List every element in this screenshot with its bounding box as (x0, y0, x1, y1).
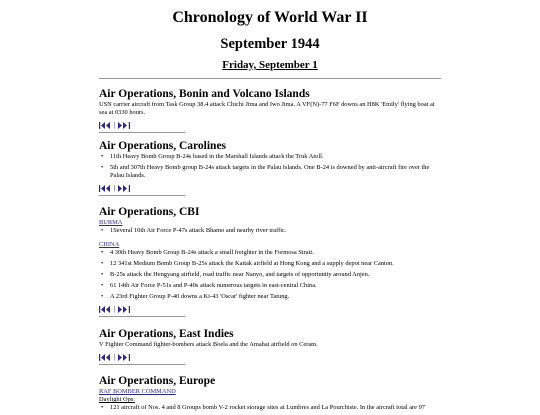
prev-section-button[interactable] (99, 122, 112, 129)
subsection-china: CHINA (99, 241, 120, 248)
next-arrow-icon (117, 185, 130, 192)
nav-separator: | (114, 121, 116, 129)
nav-row (99, 353, 441, 361)
nav-separator: | (114, 353, 116, 361)
top-divider (99, 78, 441, 79)
prev-arrow-icon (99, 306, 112, 313)
nav-row (99, 305, 441, 313)
list-item: • B-25s attack the Hengyang airfield, road traffic near Nanyo, and targets of opportunity around Anjen. (99, 271, 441, 279)
section-divider (99, 195, 185, 196)
list-item: • 61 14th Air Force P-51s and P-40s attack numerous targets in east-central China. (99, 282, 441, 290)
section-europe (99, 375, 441, 415)
list-item: • 5th and 307th Heavy Bomb group B-24s attack targets in the Palau Islands. One B-24 is downed by anti-aircraft fire over the Palau Islands. (99, 164, 441, 180)
prev-section-button[interactable] (99, 354, 112, 361)
next-arrow-icon (117, 306, 130, 313)
section-east-indies (99, 328, 441, 365)
section-bonin-volcano (99, 88, 441, 133)
event-list (99, 249, 441, 301)
list-item: • A 23rd Fighter Group P-40 downs a Ki-43 'Oscar' fighter near Tatung. (99, 293, 441, 301)
prev-arrow-icon (99, 122, 112, 129)
section-divider (99, 364, 185, 365)
section-divider (99, 132, 185, 133)
section-heading: Air Operations, Bonin and Volcano Islands (99, 88, 310, 100)
next-section-button[interactable] (117, 354, 130, 361)
day-heading: Friday, September 1 (222, 59, 318, 71)
section-heading: Air Operations, Carolines (99, 140, 227, 152)
section-carolines (99, 140, 441, 196)
event-list (99, 404, 441, 412)
page-title: Chronology of World War II (172, 9, 368, 26)
prev-arrow-icon (99, 185, 112, 192)
list-item: • 12 341st Medium Bomb Group B-25s attack the Kaitak airfield at Hong Kong and a supply depot near Canton. (99, 260, 441, 268)
subsection-raf: RAF BOMBER COMMAND (99, 388, 176, 395)
nav-separator: | (114, 184, 116, 192)
section-heading: Air Operations, East Indies (99, 328, 234, 340)
list-item: • 11th Heavy Bomb Group B-24s based in the Marshall Islands attack the Truk Atoll. (99, 153, 441, 161)
event-list (99, 153, 441, 180)
nav-separator: | (114, 305, 116, 313)
page-subtitle: September 1944 (220, 36, 320, 52)
section-divider (99, 316, 185, 317)
section-cbi (99, 206, 441, 317)
nav-row (99, 121, 441, 129)
next-section-button[interactable] (117, 185, 130, 192)
event-list (99, 227, 441, 235)
next-arrow-icon (117, 354, 130, 361)
section-text: V Fighter Command fighter-bombers attack Boela and the Amahai airfield on Ceram. (99, 341, 318, 348)
next-section-button[interactable] (117, 122, 130, 129)
nav-row (99, 184, 441, 192)
next-section-button[interactable] (117, 306, 130, 313)
prev-arrow-icon (99, 354, 112, 361)
section-heading: Air Operations, Europe (99, 375, 216, 387)
subsection-daylight: Daylight Ops: (99, 396, 136, 403)
prev-section-button[interactable] (99, 185, 112, 192)
prev-section-button[interactable] (99, 306, 112, 313)
list-item: • 1Several 10th Air Force P-47s attack Bhamo and nearby river traffic. (99, 227, 441, 235)
next-arrow-icon (117, 122, 130, 129)
list-item: • 121 aircraft of Nos. 4 and 8 Groups bomb V-2 rocket storage sites at Lumbres and La Pourchiste. In the aircraft total are 97 (99, 404, 441, 412)
section-heading: Air Operations, CBI (99, 206, 200, 218)
subsection-burma: BURMA (99, 219, 123, 226)
list-item: • 4 30th Heavy Bomb Group B-24s attack a small freighter in the Formosa Strait. (99, 249, 441, 257)
section-text: USN carrier aircraft from Task Group 38.4 attack Chichi Jima and Iwo Jima. A VF(N)-77 F6F downs an H8K 'Emily' flying boat at sea at 0330 hours. (99, 101, 435, 116)
